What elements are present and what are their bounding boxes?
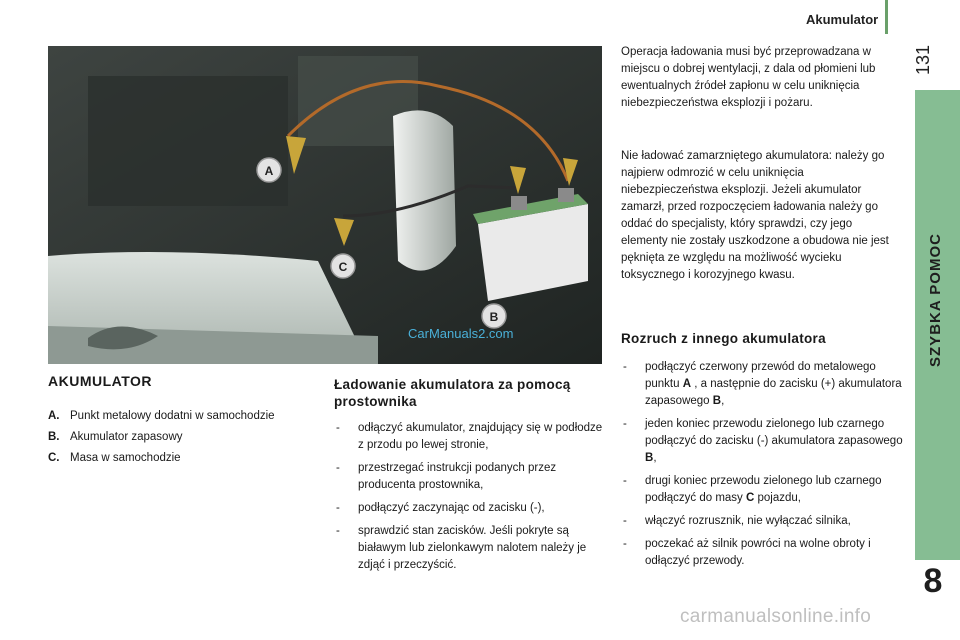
step-text: drugi koniec przewodu zielonego lub czarnego podłączyć do masy	[645, 475, 882, 504]
legend-text: Masa w samochodzie	[70, 452, 181, 464]
engine-bay-illustration	[48, 46, 602, 364]
step-text: ,	[653, 452, 657, 464]
legend-key: C.	[48, 452, 60, 464]
page-title: AKUMULATOR	[48, 373, 153, 389]
header-accent-bar	[885, 0, 888, 34]
step-ref: C	[746, 492, 755, 504]
step-text: , a następnie do zacisku (+) akumulatora zapasowego	[645, 378, 902, 407]
charging-heading: Ładowanie akumulatora za pomocą prostownika	[334, 377, 571, 409]
figure-legend	[48, 406, 328, 469]
list-item	[621, 359, 903, 410]
ventilation-note: Operacja ładowania musi być przeprowadzana w miejscu o dobrej wentylacji, z dala od płomieni lub ewentualnych źródeł zapłonu w celu uniknięcia niebezpieczeństwa eksplozji i pożaru.	[621, 46, 876, 109]
legend-key: A.	[48, 410, 60, 422]
jump-start-heading: Rozruch z innego akumulatora	[621, 331, 826, 346]
image-watermark: CarManuals2.com	[408, 326, 514, 341]
step-text: ,	[721, 395, 725, 407]
callout-b: B	[489, 310, 499, 324]
step-ref: B	[645, 452, 654, 464]
page-number: 131	[913, 44, 933, 75]
charging-steps	[334, 420, 604, 580]
list-item: - odłączyć akumulator, znajdujący się w podłodze z przodu po lewej stronie,	[334, 420, 604, 454]
list-item	[621, 513, 903, 530]
step-text: jeden koniec przewodu zielonego lub czarnego podłączyć do zacisku (-) akumulatora zapasowego	[645, 418, 903, 447]
legend-text: Punkt metalowy dodatni w samochodzie	[70, 410, 275, 422]
frozen-battery-note: Nie ładować zamarzniętego akumulatora: należy go najpierw odmrozić w celu uniknięcia niebezpieczeństwa eksplozji. Jeżeli akumulator zamarzł, przed rozpoczęciem ładowania należy go oddać do specjalisty, który sprawdzi, czy jego elementy nie zostały uszkodzone a obudowa nie jest pęknięta ze względu na możliwość wycieku toksycznego i korozyjnego kwasu.	[621, 150, 889, 281]
step-text: pojazdu,	[754, 492, 801, 504]
legend-item	[48, 406, 328, 427]
list-item: - sprawdzić stan zacisków. Jeśli pokryte są białawym lub zielonkawym nalotem należy je zdjąć i przeczyścić.	[334, 523, 604, 574]
jump-start-steps	[621, 359, 903, 576]
list-item	[621, 473, 903, 507]
section-title: Akumulator	[806, 12, 879, 27]
legend-text: Akumulator zapasowy	[70, 431, 183, 443]
legend-key: B.	[48, 431, 60, 443]
footer-watermark: carmanualsonline.info	[680, 606, 872, 627]
list-item	[621, 536, 903, 570]
chapter-label: SZYBKA POMOC	[927, 233, 944, 367]
list-item: - przestrzegać instrukcji podanych przez producenta prostownika,	[334, 460, 604, 494]
step-text: podłączyć czerwony przewód do metalowego punktu	[645, 361, 876, 390]
legend-item	[48, 427, 328, 448]
list-item: - podłączyć zaczynając od zacisku (-),	[334, 500, 604, 517]
chapter-number: 8	[923, 562, 943, 600]
battery-photo	[48, 46, 602, 364]
callout-c: C	[338, 260, 348, 274]
step-ref: A	[682, 378, 692, 390]
callout-a: A	[264, 164, 274, 178]
legend-item	[48, 448, 328, 469]
step-text: włączyć rozrusznik, nie wyłączać silnika,	[645, 515, 851, 527]
step-text: poczekać aż silnik powróci na wolne obroty i odłączyć przewody.	[645, 538, 871, 567]
list-item	[621, 416, 903, 467]
step-ref: B	[712, 395, 722, 407]
